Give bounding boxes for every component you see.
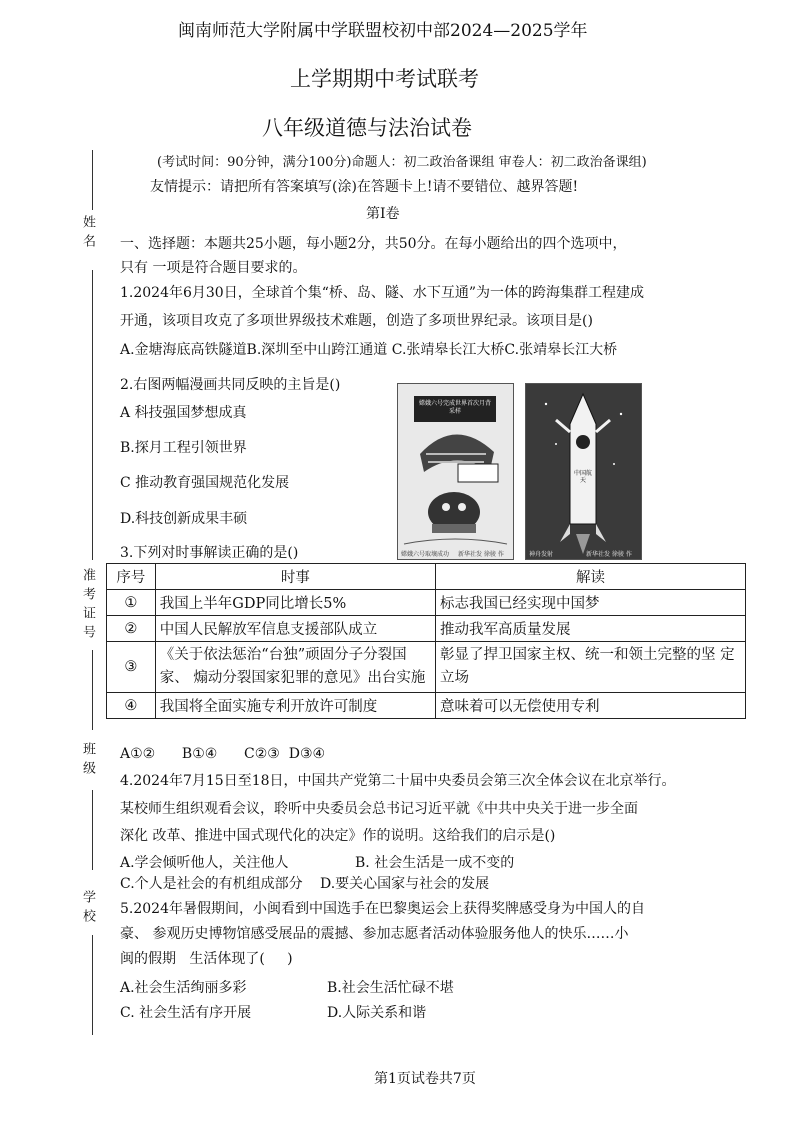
exam-number-label: 准考证号 (80, 568, 95, 644)
question-4-option-a: A.学会倾听他人，关注他人 (120, 855, 289, 871)
cartoon-1-caption-right: 新华社发 徐骏 作 (458, 551, 504, 558)
question-5-option-d: D.人际关系和谐 (327, 1005, 427, 1021)
question-2-option-d: D.科技创新成果丰硕 (120, 511, 248, 527)
row-number: ③ (107, 642, 156, 693)
question-2-option-b: B.探月工程引领世界 (120, 440, 247, 456)
row-reading: 标志我国已经实现中国梦 (436, 590, 746, 616)
question-3-stem: 3.下列对时事解读正确的是() (120, 545, 299, 561)
row-number: ① (107, 590, 156, 616)
exam-info: (考试时间：90分钟，满分100分)命题人：初二政治备课组 审卷人：初二政治备课组) (157, 155, 647, 170)
question-1-options: A.金塘海底高铁隧道B.深圳至中山跨江通道 C.张靖皋长江大桥C.张靖皋长江大桥 (120, 342, 618, 358)
table-header-row (107, 564, 746, 590)
question-2-stem: 2.右图两幅漫画共同反映的主旨是() (120, 377, 341, 393)
table-row (107, 590, 746, 616)
question-5-stem: 豪、 参观历史博物馆感受展品的震撼、参加志愿者活动体验服务他人的快乐……小 (120, 926, 629, 942)
question-5-stem: 5.2024年暑假期间，小闽看到中国选手在巴黎奥运会上获得奖牌感受身为中国人的自 (120, 901, 645, 917)
cartoon-1-caption-left: 嫦娥六号取壤成功 (401, 551, 450, 558)
header-number: 序号 (107, 564, 156, 590)
cartoon-lunar-sample (397, 383, 514, 560)
row-event: 中国人民解放军信息支援部队成立 (155, 616, 435, 642)
question-4-stem: 某校师生组织观看会议，聆听中央委员会总书记习近平就《中共中央关于进一步全面 (120, 801, 638, 817)
binding-line (92, 270, 93, 560)
question-3-options: A①② B①④ C②③ D③④ (120, 746, 326, 762)
question-5-stem: 闽的假期 生活体现了( ) (120, 951, 293, 967)
question-5-option-b: B.社会生活忙碌不堪 (327, 980, 454, 996)
question-4-option-b: B. 社会生活是一成不变的 (355, 855, 515, 871)
table-row (107, 693, 746, 719)
table-row (107, 616, 746, 642)
question-2-option-c: C 推动教育强国规范化发展 (120, 475, 290, 491)
cartoon-space-rocket (525, 383, 642, 560)
binding-line (92, 150, 93, 210)
question-1-stem: 开通，该项目攻克了多项世界级技术难题，创造了多项世界纪录。该项目是() (120, 313, 593, 329)
cartoon-2-caption-left: 神舟发射 (529, 551, 554, 558)
table-row (107, 642, 746, 693)
header-event: 时事 (155, 564, 435, 590)
school-label: 学校 (80, 890, 95, 928)
school-title: 闽南师范大学附属中学联盟校初中部2024—2025学年 (178, 21, 588, 41)
header-reading: 解读 (436, 564, 746, 590)
class-label: 班级 (80, 742, 95, 780)
exam-title: 上学期期中考试联考 (290, 67, 479, 91)
name-label: 姓名 (80, 215, 95, 253)
binding-line (92, 790, 93, 870)
row-event: 我国上半年GDP同比增长5% (155, 590, 435, 616)
row-number: ② (107, 616, 156, 642)
volume-label: 第I卷 (366, 206, 400, 222)
row-reading: 意味着可以无偿使用专利 (436, 693, 746, 719)
row-reading: 彰显了捍卫国家主权、统一和领土完整的坚 定立场 (436, 642, 746, 693)
row-number: ④ (107, 693, 156, 719)
question-4-option-c: C.个人是社会的有机组成部分 (120, 876, 303, 892)
question-4-stem: 深化 改革、推进中国式现代化的决定》作的说明。这给我们的启示是() (120, 828, 556, 844)
row-event: 我国将全面实施专利开放许可制度 (155, 693, 435, 719)
section-instructions: 一、选择题：本题共25小题，每小题2分，共50分。在每小题给出的四个选项中， (120, 236, 627, 252)
question-1-stem: 1.2024年6月30日，全球首个集“桥、岛、隧、水下互通”为一体的跨海集群工程建成 (120, 285, 645, 301)
question-4-option-d: D.要关心国家与社会的发展 (320, 876, 490, 892)
binding-line (92, 935, 93, 1035)
friendly-tip: 友情提示：请把所有答案填写(涂)在答题卡上!请不要错位、越界答题! (150, 179, 579, 195)
row-event: 《关于依法惩治“台独”顽固分子分裂国家、 煽动分裂国家犯罪的意见》出台实施 (155, 642, 435, 693)
cartoon-1-banner: 嫦娥六号完成世界首次月背采样 (418, 400, 491, 415)
question-5-option-a: A.社会生活绚丽多彩 (120, 980, 247, 996)
question-4-stem: 4.2024年7月15日至18日，中国共产党第二十届中央委员会第三次全体会议在北京举行。 (120, 773, 676, 789)
cartoon-2-caption-right: 新华社发 徐骏 作 (586, 551, 632, 558)
question-3-table (106, 563, 746, 719)
subject-title: 八年级道德与法治试卷 (262, 116, 472, 140)
cartoon-2-badge: 中国航天 (573, 470, 592, 484)
section-instructions: 只有 一项是符合题目要求的。 (120, 260, 307, 276)
binding-line (92, 650, 93, 730)
question-5-option-c: C. 社会生活有序开展 (120, 1005, 252, 1021)
question-2-option-a: A 科技强国梦想成真 (120, 405, 247, 421)
page-footer: 第1页试卷共7页 (374, 1071, 476, 1087)
row-reading: 推动我军高质量发展 (436, 616, 746, 642)
